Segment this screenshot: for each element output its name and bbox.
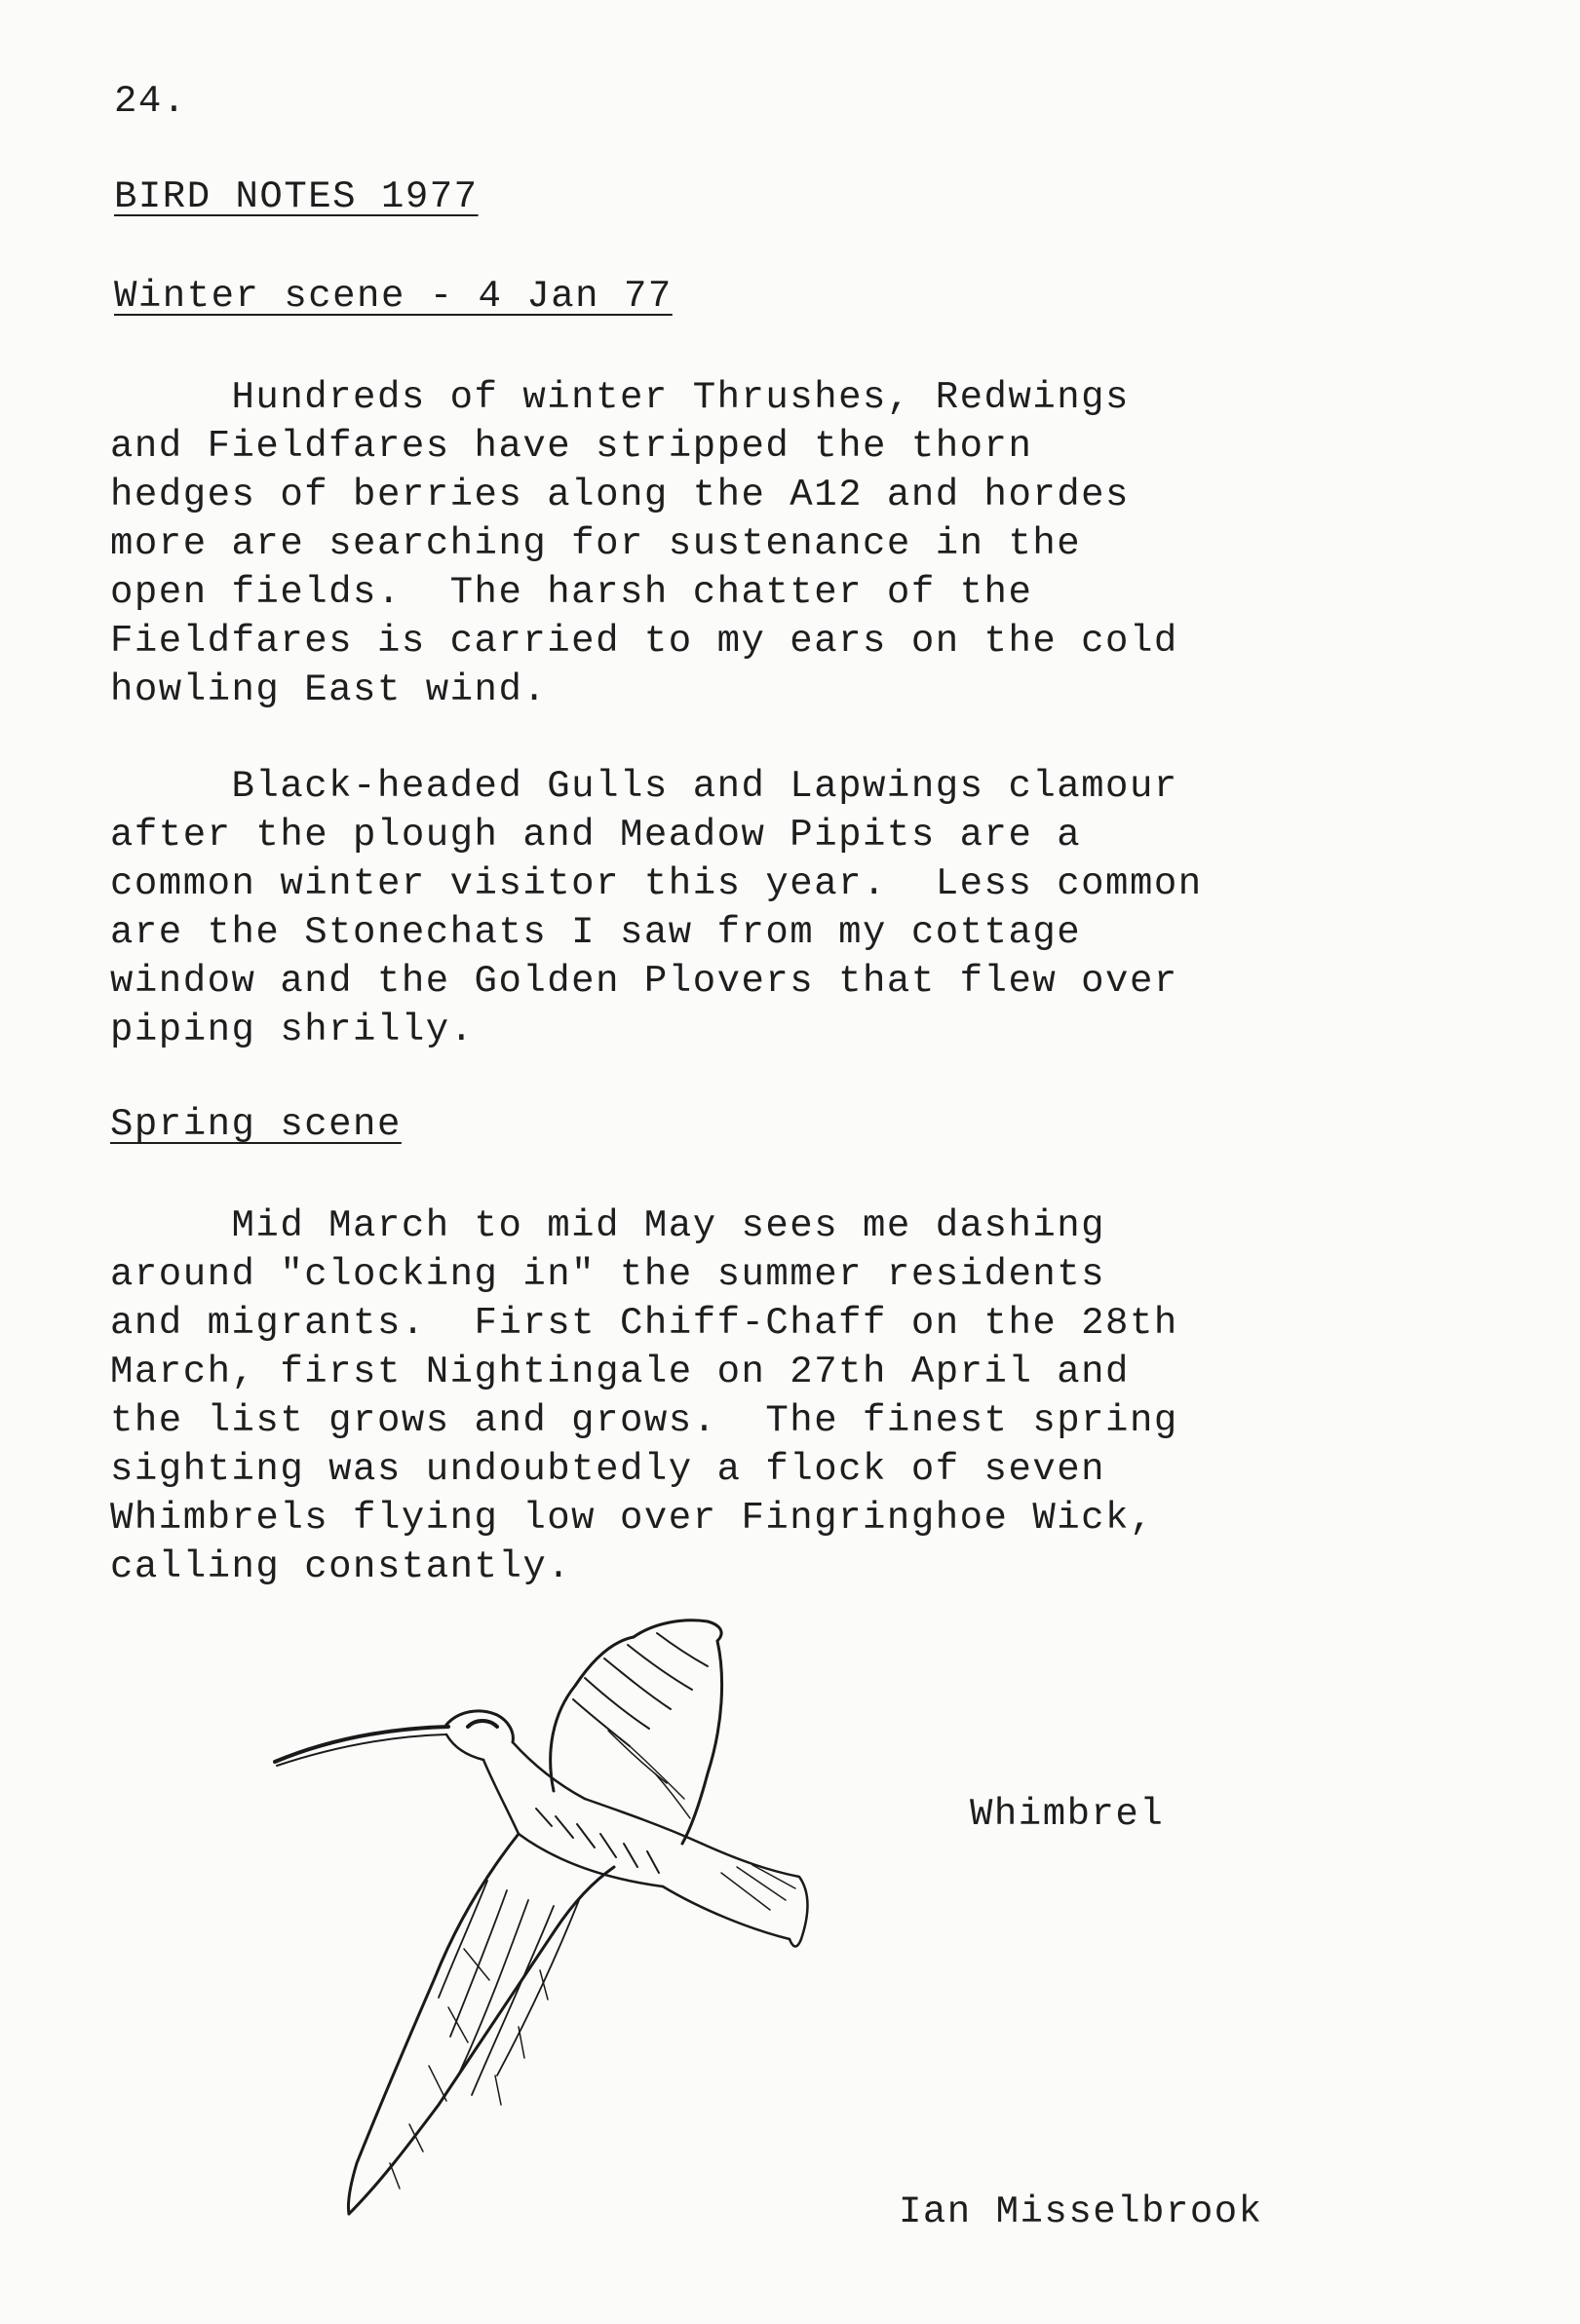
- text-line: open fields. The harsh chatter of the: [110, 571, 1033, 614]
- text-line: piping shrilly.: [110, 1009, 475, 1051]
- text-line: and migrants. First Chiff-Chaff on the 28th: [110, 1302, 1178, 1345]
- author-signature: Ian Misselbrook: [899, 2191, 1263, 2233]
- text-line: more are searching for sustenance in the: [110, 522, 1082, 565]
- text-line: March, first Nightingale on 27th April and: [110, 1351, 1130, 1393]
- document-title: BIRD NOTES 1977: [114, 175, 479, 218]
- text-line: Black-headed Gulls and Lapwings clamour: [110, 765, 1178, 808]
- paragraph-winter-1: [110, 373, 1475, 714]
- text-line: are the Stonechats I saw from my cottage: [110, 911, 1082, 954]
- text-line: howling East wind.: [110, 668, 548, 711]
- page-number: 24.: [114, 80, 187, 123]
- paragraph-spring-1: [110, 1201, 1475, 1591]
- section-heading-winter: Winter scene - 4 Jan 77: [114, 275, 673, 318]
- paragraph-winter-2: [110, 762, 1475, 1054]
- text-line: and Fieldfares have stripped the thorn: [110, 425, 1033, 468]
- text-line: window and the Golden Plovers that flew over: [110, 960, 1178, 1003]
- text-line: Fieldfares is carried to my ears on the cold: [110, 620, 1178, 663]
- text-line: sighting was undoubtedly a flock of seven: [110, 1448, 1106, 1491]
- section-heading-spring: Spring scene: [110, 1103, 402, 1146]
- text-line: hedges of berries along the A12 and hordes: [110, 474, 1130, 516]
- illustration-caption: Whimbrel: [970, 1793, 1165, 1836]
- text-line: Mid March to mid May sees me dashing: [110, 1204, 1106, 1247]
- text-line: Whimbrels flying low over Fingringhoe Wick,: [110, 1497, 1154, 1540]
- text-line: around "clocking in" the summer residents: [110, 1253, 1106, 1296]
- text-line: after the plough and Meadow Pipits are a: [110, 814, 1082, 857]
- whimbrel-sketch-icon: [263, 1618, 984, 2222]
- text-line: common winter visitor this year. Less common: [110, 862, 1203, 905]
- text-line: Hundreds of winter Thrushes, Redwings: [110, 376, 1130, 419]
- text-line: calling constantly.: [110, 1545, 572, 1588]
- text-line: the list grows and grows. The finest spring: [110, 1399, 1178, 1442]
